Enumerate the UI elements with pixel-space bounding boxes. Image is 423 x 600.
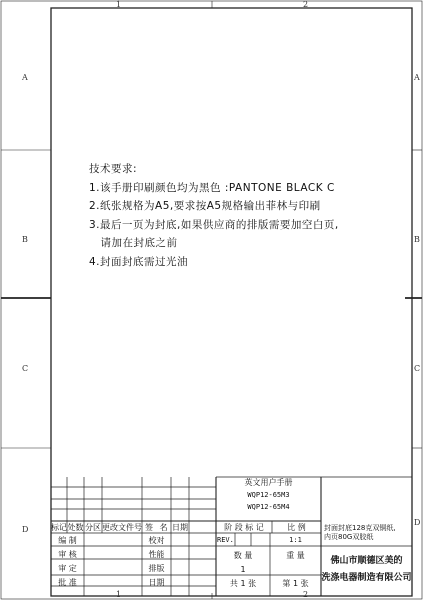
role-reviewed: 审 核 [58,550,77,559]
tech-line-2: 2.纸张规格为A5,要求按A5规格输出菲林与印刷 [89,200,321,212]
material-line-2: 内页80G双胶纸 [324,533,374,541]
sheet-total: 共 1 张 [229,579,257,588]
header-mark: 标记 [51,523,67,532]
weight-label: 重 量 [286,551,305,560]
zone-col-2-bottom: 2 [303,590,309,599]
role-prepared: 编 制 [58,536,77,545]
sheet-number: 第 1 张 [282,579,309,588]
check-layout: 排版 [148,564,165,573]
zone-row-d-right: D [414,518,421,527]
scale-label: 比 例 [287,523,306,532]
tech-line-5: 4.封面封底需过光油 [89,255,189,268]
zone-row-c-left: C [22,364,29,373]
company-line-1: 佛山市顺德区美的 [330,556,403,566]
role-verified: 审 定 [58,564,77,573]
material-line-1: 封面封底128克双铜纸, [324,524,396,532]
zone-row-a-left: A [22,73,28,82]
rev-label: REV. [217,536,234,544]
header-date: 日期 [172,523,188,532]
zone-row-b-left: B [22,235,28,244]
header-count: 处数 [67,523,84,532]
zone-row-a-right: A [414,73,420,82]
check-performance: 性能 [148,550,165,559]
tech-line-3: 3.最后一页为封底,如果供应商的排版需要加空白页, [89,218,339,231]
qty-label: 数 量 [233,551,253,560]
header-sign-2: 名 [159,523,168,532]
header-zone: 分区 [85,523,101,532]
zone-col-1-bottom: 1 [116,590,122,599]
header-change-doc: 更改文件号 [102,523,142,532]
role-approved: 批 准 [58,578,77,587]
check-date: 日期 [148,578,165,587]
tech-requirements [89,160,339,271]
tech-line-1: 1.该手册印刷颜色均为黑色 :PANTONE BLACK C [89,181,335,194]
zone-row-d-left: D [22,525,29,534]
zone-row-c-right: C [414,364,421,373]
model-1: WQP12-65M3 [247,491,290,499]
tech-title: 技术要求: [89,163,138,175]
check-proofread: 校对 [148,536,165,545]
zone-col-2-top: 2 [303,0,309,9]
doc-title: 英文用户手册 [244,478,293,487]
company-line-2: 洗涤电器制造有限公司 [321,573,412,583]
model-2: WQP12-65M4 [247,503,290,511]
zone-col-1-top: 1 [116,0,122,9]
qty-value: 1 [240,565,246,574]
stage-label: 阶 段 标 记 [224,523,264,532]
header-sign-1: 签 [145,523,153,532]
scale-value: 1:1 [289,536,302,544]
tech-line-4: 请加在封底之前 [89,237,178,249]
zone-row-b-right: B [414,235,420,244]
